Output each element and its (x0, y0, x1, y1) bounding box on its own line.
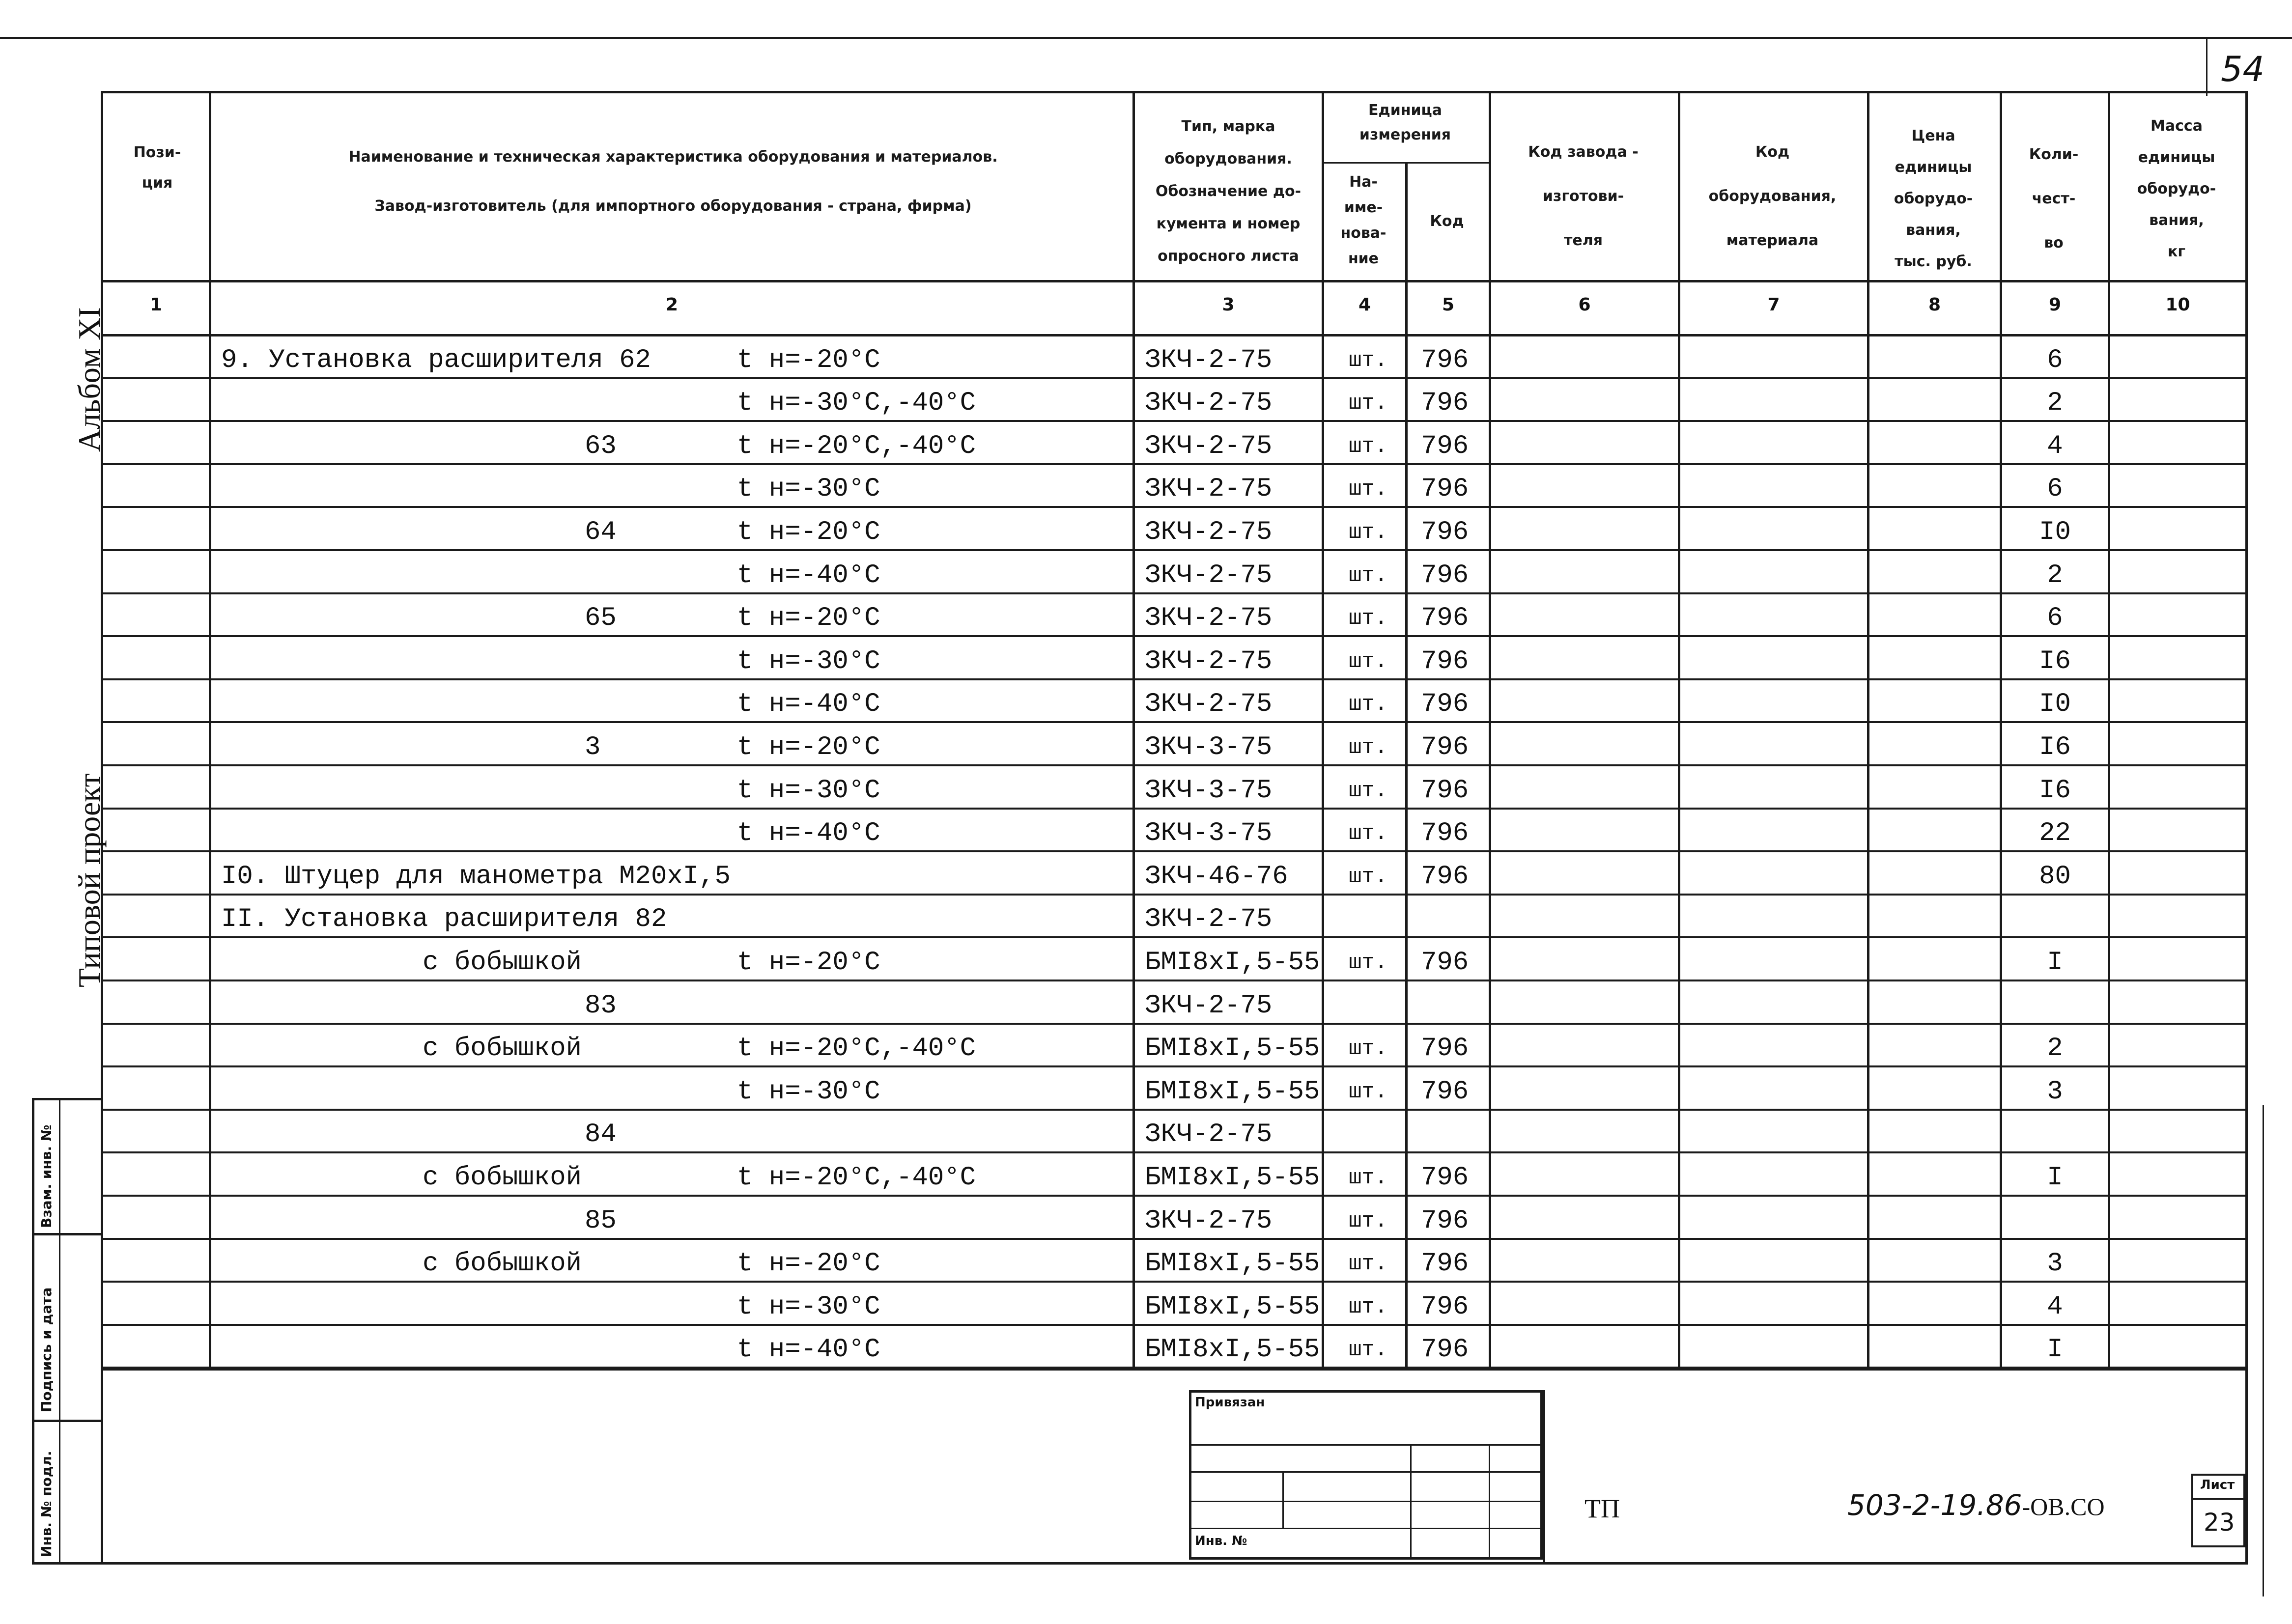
row-temp: t н=-20°С (737, 345, 880, 375)
table-row (0, 1023, 2292, 1066)
row-unit: шт. (1349, 649, 1388, 674)
table-row (0, 506, 2292, 549)
row-type: ЗКЧ-3-75 (1145, 775, 1273, 806)
col-number: 4 (1358, 295, 1371, 315)
row-unit-code: 796 (1421, 1205, 1469, 1236)
header-maker-code: Код завода - изготови- теля (1528, 143, 1639, 249)
header-equipment-code: Код оборудования, материала (1708, 143, 1837, 249)
row-unit: шт. (1349, 348, 1388, 373)
row-unit-code: 796 (1421, 818, 1469, 849)
row-unit: шт. (1349, 1252, 1388, 1277)
header-unit-name: На- име- нова- ние (1340, 173, 1387, 267)
row-type: ЗКЧ-2-75 (1145, 388, 1273, 419)
row-type: ЗКЧ-2-75 (1145, 1120, 1273, 1150)
row-unit-code: 796 (1421, 689, 1469, 720)
row-name: 64 (585, 517, 617, 547)
row-name: 84 (585, 1120, 617, 1150)
row-name: 9. Установка расширителя 62 (221, 345, 651, 375)
row-qty: I6 (2039, 646, 2071, 676)
row-unit: шт. (1349, 1079, 1388, 1104)
table-row (0, 1238, 2292, 1281)
row-unit-code: 796 (1421, 1076, 1469, 1107)
row-unit: шт. (1349, 520, 1388, 545)
header-price: Цена единицы оборудо- вания, тыс. руб. (1894, 127, 1973, 270)
row-temp: t н=-40°С (737, 689, 880, 720)
row-unit-code: 796 (1421, 1335, 1469, 1365)
row-type: ЗКЧ-2-75 (1145, 689, 1273, 720)
row-name: с бобышкой (423, 1162, 582, 1193)
row-name: с бобышкой (423, 1034, 582, 1064)
table-row (0, 1151, 2292, 1195)
row-type: ЗКЧ-2-75 (1145, 904, 1273, 935)
side-label-album: Альбом XI (72, 307, 107, 452)
row-unit: шт. (1349, 950, 1388, 975)
row-name: II. Установка расширителя 82 (221, 904, 667, 935)
row-unit: шт. (1349, 1165, 1388, 1190)
row-type: ЗКЧ-2-75 (1145, 990, 1273, 1021)
row-qty: I6 (2039, 732, 2071, 762)
row-temp: t н=-20°С (737, 1249, 880, 1279)
row-temp: t н=-30°С (737, 474, 880, 504)
row-type: БМI8хI,5-55 (1145, 1249, 1320, 1279)
row-temp: t н=-40°С (737, 560, 880, 590)
table-row (0, 334, 2292, 377)
header-name: Наименование и техническая характеристика оборудования и материалов. Завод-изготовитель (для импортного оборудования - страна, фирма) (348, 148, 998, 215)
row-unit: шт. (1349, 778, 1388, 803)
col-number: 9 (2048, 295, 2062, 315)
stamp-signature-date: Подпись и дата (38, 1287, 55, 1412)
table-row (0, 980, 2292, 1023)
row-qty: 6 (2047, 474, 2063, 504)
table-row (0, 377, 2292, 420)
row-unit-code: 796 (1421, 1291, 1469, 1322)
row-qty: 4 (2047, 431, 2063, 461)
col-number: 1 (149, 295, 163, 315)
row-temp: t н=-30°С (737, 646, 880, 676)
row-temp: t н=-20°С,-40°С (737, 1034, 976, 1064)
row-unit-code: 796 (1421, 861, 1469, 892)
row-type: ЗКЧ-2-75 (1145, 646, 1273, 676)
table-row (0, 635, 2292, 678)
row-type: БМI8хI,5-55 (1145, 1076, 1320, 1107)
table-row (0, 549, 2292, 592)
row-unit-code: 796 (1421, 646, 1469, 676)
row-unit: шт. (1349, 1338, 1388, 1363)
row-qty: 22 (2039, 818, 2071, 849)
col-number: 2 (665, 295, 679, 315)
row-unit-code: 796 (1421, 474, 1469, 504)
table-row (0, 1065, 2292, 1109)
row-unit: шт. (1349, 477, 1388, 502)
row-unit: шт. (1349, 1036, 1388, 1062)
table-row (0, 678, 2292, 722)
row-name: 85 (585, 1205, 617, 1236)
header-mass: Масса единицы оборудо- вания, кг (2137, 117, 2216, 260)
row-unit: шт. (1349, 821, 1388, 846)
row-type: ЗКЧ-2-75 (1145, 517, 1273, 547)
side-label-project: Типовой проект (72, 773, 107, 987)
header-unit-code: Код (1430, 213, 1464, 230)
row-unit: шт. (1349, 606, 1388, 631)
header-position: Пози- ция (133, 144, 181, 192)
row-qty: I0 (2039, 689, 2071, 720)
row-unit-code: 796 (1421, 1034, 1469, 1064)
table-row (0, 1281, 2292, 1324)
row-qty: I0 (2039, 517, 2071, 547)
table-row (0, 721, 2292, 764)
row-unit-code: 796 (1421, 517, 1469, 547)
row-unit: шт. (1349, 563, 1388, 588)
row-qty: 3 (2047, 1249, 2063, 1279)
row-type: БМI8хI,5-55 (1145, 1162, 1320, 1193)
col-number: 6 (1578, 295, 1591, 315)
row-temp: t н=-40°С (737, 818, 880, 849)
row-unit: шт. (1349, 391, 1388, 416)
table-row (0, 592, 2292, 636)
row-qty: 2 (2047, 1034, 2063, 1064)
row-temp: t н=-30°С,-40°С (737, 388, 976, 419)
row-unit-code: 796 (1421, 603, 1469, 634)
table-row (0, 1324, 2292, 1367)
row-qty: I (2047, 947, 2063, 978)
table-row (0, 463, 2292, 506)
row-qty: 6 (2047, 345, 2063, 375)
table-row (0, 420, 2292, 463)
row-name: с бобышкой (423, 1249, 582, 1279)
row-temp: t н=-30°С (737, 1076, 880, 1107)
doc-prefix: ТП (1585, 1494, 1620, 1523)
row-temp: t н=-20°С (737, 947, 880, 978)
row-qty: I6 (2039, 775, 2071, 806)
row-type: ЗКЧ-3-75 (1145, 732, 1273, 762)
header-quantity: Коли- чест- во (2029, 146, 2079, 252)
row-type: ЗКЧ-2-75 (1145, 560, 1273, 590)
inv-number-label: Инв. № (1195, 1534, 1247, 1548)
row-qty: I (2047, 1162, 2063, 1193)
row-unit-code: 796 (1421, 732, 1469, 762)
row-temp: t н=-20°С (737, 603, 880, 634)
row-unit: шт. (1349, 735, 1388, 760)
row-type: ЗКЧ-2-75 (1145, 603, 1273, 634)
row-unit: шт. (1349, 434, 1388, 459)
row-type: ЗКЧ-2-75 (1145, 1205, 1273, 1236)
doc-code: 503-2-19.86-ОВ.СО (1847, 1488, 2105, 1522)
row-temp: t н=-20°С (737, 517, 880, 547)
table-row (0, 936, 2292, 980)
row-unit: шт. (1349, 692, 1388, 717)
row-temp: t н=-40°С (737, 1335, 880, 1365)
table-row (0, 1109, 2292, 1152)
row-name: 65 (585, 603, 617, 634)
row-type: БМI8хI,5-55 (1145, 1335, 1320, 1365)
row-unit: шт. (1349, 1208, 1388, 1233)
row-qty: 2 (2047, 560, 2063, 590)
table-row (0, 808, 2292, 851)
row-unit-code: 796 (1421, 388, 1469, 419)
row-type: БМI8хI,5-55 (1145, 947, 1320, 978)
row-type: БМI8хI,5-55 (1145, 1034, 1320, 1064)
row-unit: шт. (1349, 1294, 1388, 1319)
row-temp: t н=-30°С (737, 775, 880, 806)
row-qty: 4 (2047, 1291, 2063, 1322)
row-name: 3 (585, 732, 601, 762)
row-unit: шт. (1349, 864, 1388, 889)
page-number: 54 (2221, 49, 2265, 89)
header-unit: Единица измерения (1359, 102, 1451, 143)
stamp-replace-inv: Взам. инв. № (38, 1124, 55, 1228)
table-row (0, 850, 2292, 894)
sheet-number: 23 (2204, 1508, 2235, 1537)
row-qty: I (2047, 1335, 2063, 1365)
stamp-original-inv: Инв. № подл. (38, 1451, 55, 1557)
col-number: 10 (2165, 295, 2190, 315)
row-type: БМI8хI,5-55 (1145, 1291, 1320, 1322)
row-type: ЗКЧ-2-75 (1145, 345, 1273, 375)
row-unit-code: 796 (1421, 345, 1469, 375)
col-number: 7 (1767, 295, 1780, 315)
header-type: Тип, марка оборудования. Обозначение до- кумента и номер опросного листа (1155, 118, 1302, 265)
row-qty: 3 (2047, 1076, 2063, 1107)
col-number: 5 (1442, 295, 1455, 315)
row-temp: t н=-30°С (737, 1291, 880, 1322)
row-type: ЗКЧ-2-75 (1145, 431, 1273, 461)
sheet-label: Лист (2200, 1478, 2235, 1492)
row-temp: t н=-20°С (737, 732, 880, 762)
row-temp: t н=-20°С,-40°С (737, 1162, 976, 1193)
row-name: I0. Штуцер для манометра М20хI,5 (221, 861, 731, 892)
row-unit-code: 796 (1421, 431, 1469, 461)
table-row (0, 764, 2292, 808)
row-name: с бобышкой (423, 947, 582, 978)
row-name: 63 (585, 431, 617, 461)
row-qty: 2 (2047, 388, 2063, 419)
col-number: 8 (1928, 295, 1941, 315)
row-qty: 80 (2039, 861, 2071, 892)
row-type: ЗКЧ-2-75 (1145, 474, 1273, 504)
table-row (0, 894, 2292, 937)
row-qty: 6 (2047, 603, 2063, 634)
row-unit-code: 796 (1421, 947, 1469, 978)
row-temp: t н=-20°С,-40°С (737, 431, 976, 461)
row-type: ЗКЧ-3-75 (1145, 818, 1273, 849)
row-unit-code: 796 (1421, 560, 1469, 590)
row-type: ЗКЧ-46-76 (1145, 861, 1288, 892)
row-unit-code: 796 (1421, 775, 1469, 806)
table-row (0, 1195, 2292, 1238)
binding-label: Привязан (1195, 1395, 1265, 1410)
row-unit-code: 796 (1421, 1162, 1469, 1193)
row-unit-code: 796 (1421, 1249, 1469, 1279)
col-number: 3 (1222, 295, 1235, 315)
row-name: 83 (585, 990, 617, 1021)
